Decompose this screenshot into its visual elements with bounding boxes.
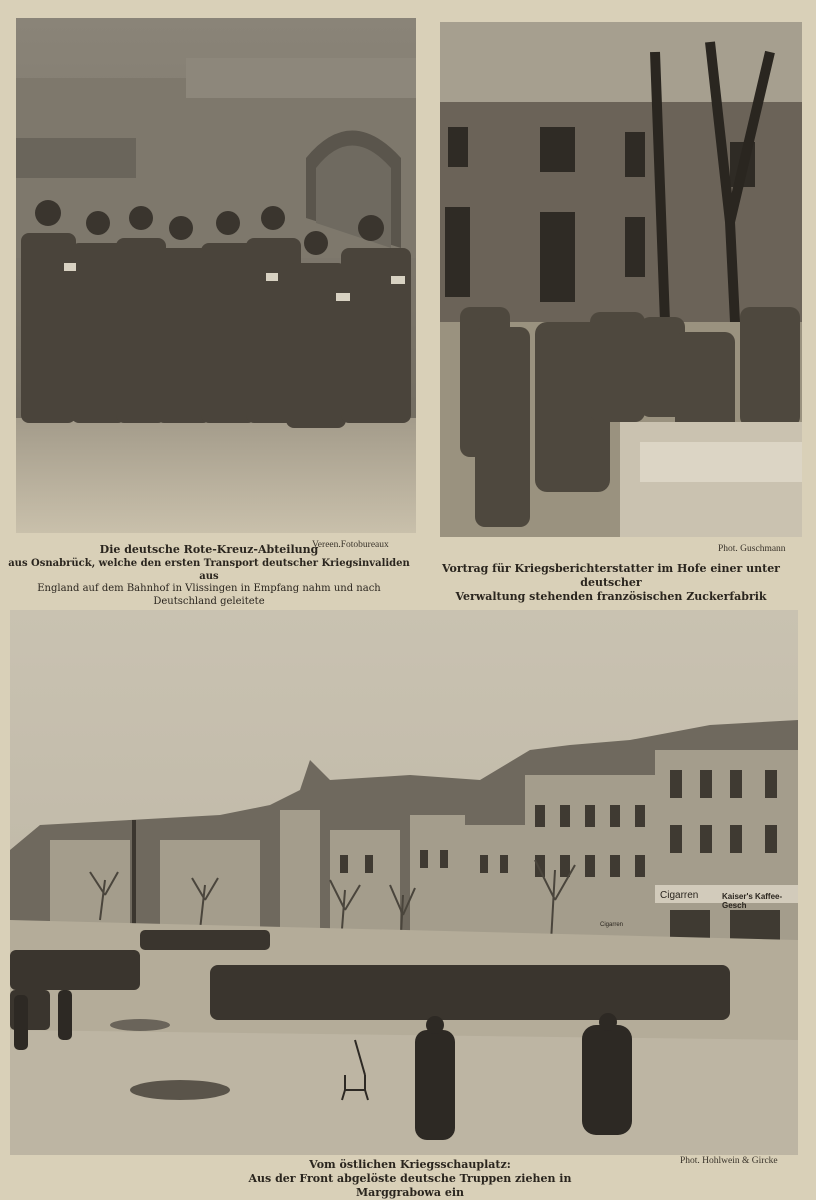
lecture-caption-line-1: Vortrag für Kriegsberichterstatter im Hofe einer unter deutscher (442, 562, 780, 589)
photo-red-cross (16, 18, 416, 533)
shop-sign-cigarren-small: Cigarren (600, 922, 624, 928)
red-cross-credit: Vereen.Fotobureaux (312, 540, 389, 550)
red-cross-caption-line-1: aus Osnabrück, welche den ersten Transport deutscher Kriegsinvaliden aus (8, 558, 410, 582)
photo-marggrabowa (10, 610, 798, 1155)
red-cross-caption-title: Die deutsche Rote-Kreuz-Abteilung (99, 543, 319, 556)
marggrabowa-caption-line-1: Vom östlichen Kriegsschauplatz: (309, 1158, 511, 1171)
shop-sign-kaffee: Kaiser's Kaffee-Gesch (722, 892, 783, 910)
lecture-photo-image (440, 22, 802, 537)
red-cross-caption-line-2: England auf dem Bahnhof in Vlissingen in Empfang nahm und nach (37, 583, 381, 594)
marggrabowa-credit: Phot. Hohlwein & Gircke (680, 1156, 778, 1166)
photo-lecture (440, 22, 802, 537)
marggrabowa-caption-line-2: Aus der Front abgelöste deutsche Truppen ziehen in Marggrabowa ein (248, 1171, 572, 1199)
shop-sign-cigarren: Cigarren (660, 890, 699, 901)
red-cross-caption-line-3: Deutschland geleitete (153, 595, 265, 607)
marggrabowa-caption (210, 1158, 610, 1199)
red-cross-photo-image (16, 18, 416, 533)
marggrabowa-photo-image (10, 610, 798, 1155)
lecture-credit: Phot. Guschmann (718, 544, 786, 554)
lecture-caption (426, 562, 796, 603)
lecture-caption-line-2: Verwaltung stehenden französischen Zuckerfabrik (455, 589, 767, 603)
